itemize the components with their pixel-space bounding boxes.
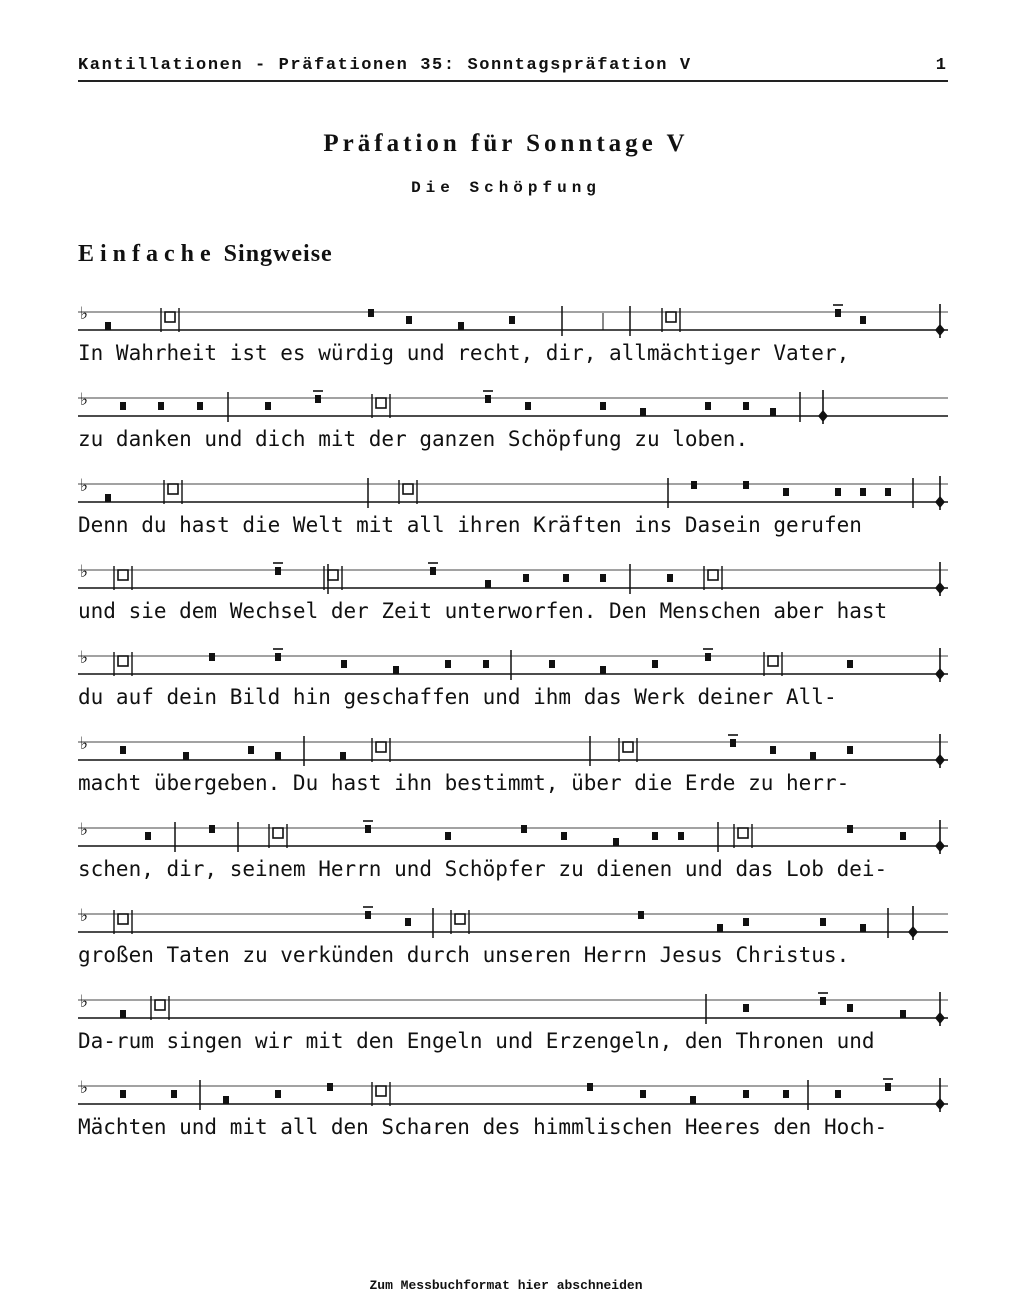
chant-staff: [78, 1078, 948, 1139]
chant-note: [652, 832, 658, 840]
chant-note: [365, 825, 371, 833]
chant-note: [406, 316, 412, 324]
chant-note: [275, 567, 281, 575]
lyric-line: In Wahrheit ist es würdig und recht, dir, allmächtiger Vater,: [78, 341, 850, 365]
chant-note: [835, 309, 841, 317]
page-title: Präfation für Sonntage V: [323, 130, 689, 157]
chant-note: [265, 402, 271, 410]
chant-note: [521, 825, 527, 833]
chant-note: [145, 832, 151, 840]
chant-note: [691, 481, 697, 489]
chant-note: [171, 1090, 177, 1098]
reciting-tone-box: [738, 828, 748, 838]
chant-note: [275, 1090, 281, 1098]
chant-note: [652, 660, 658, 668]
lyric-line: du auf dein Bild hin geschaffen und ihm das Werk deiner All-: [78, 685, 837, 709]
reciting-tone-box: [118, 656, 128, 666]
chant-note: [690, 1096, 696, 1104]
chant-staff: [78, 304, 948, 365]
staff-notation: [78, 1078, 948, 1114]
reciting-tone-box: [455, 914, 465, 924]
chant-note: [209, 825, 215, 833]
chant-staff: [78, 476, 948, 537]
chant-note: [405, 918, 411, 926]
chant-note: [743, 1004, 749, 1012]
flat-clef-icon: ♭: [80, 734, 89, 754]
reciting-tone-box: [403, 484, 413, 494]
chant-staff: [78, 820, 948, 881]
chant-note: [561, 832, 567, 840]
reciting-tone-box: [155, 1000, 165, 1010]
chant-note: [640, 1090, 646, 1098]
chant-note: [847, 1004, 853, 1012]
flat-clef-icon: ♭: [80, 992, 89, 1012]
chant-note: [900, 832, 906, 840]
staff-notation: [78, 820, 948, 856]
chant-note: [587, 1083, 593, 1091]
chant-note: [368, 309, 374, 317]
staff-notation: [78, 476, 948, 512]
lyric-line: großen Taten zu verkünden durch unseren Herrn Jesus Christus.: [78, 943, 850, 967]
page-number: 1: [935, 56, 946, 75]
chant-note: [120, 746, 126, 754]
section-heading-spaced: Einfache: [78, 241, 217, 267]
chant-note: [820, 997, 826, 1005]
section-heading: [78, 241, 333, 268]
reciting-tone-box: [168, 484, 178, 494]
staff-notation: [78, 906, 948, 942]
lyric-line: Mächten und mit all den Scharen des himmlischen Heeres den Hoch-: [78, 1115, 888, 1139]
chant-note: [223, 1096, 229, 1104]
final-note-icon: [935, 754, 945, 766]
flat-clef-icon: ♭: [80, 1078, 89, 1098]
chant-note: [341, 660, 347, 668]
flat-clef-icon: ♭: [80, 562, 89, 582]
final-note-icon: [935, 496, 945, 508]
chant-note: [717, 924, 723, 932]
reciting-tone-box: [273, 828, 283, 838]
final-note-icon: [935, 582, 945, 594]
running-header: [78, 54, 948, 82]
final-note-icon: [818, 410, 828, 422]
staff-notation: [78, 304, 948, 340]
chant-note: [485, 395, 491, 403]
chant-staff: [78, 562, 948, 623]
chant-note: [835, 488, 841, 496]
chant-note: [638, 911, 644, 919]
chant-note: [445, 832, 451, 840]
reciting-tone-box: [118, 570, 128, 580]
chant-note: [770, 408, 776, 416]
chant-note: [327, 1083, 333, 1091]
chant-note: [365, 911, 371, 919]
reciting-tone-box: [623, 742, 633, 752]
chant-note: [847, 746, 853, 754]
chant-staff: [78, 734, 948, 795]
chant-note: [158, 402, 164, 410]
chant-note: [743, 402, 749, 410]
chant-note: [743, 1090, 749, 1098]
chant-note: [860, 316, 866, 324]
chant-note: [458, 322, 464, 330]
chant-note: [705, 653, 711, 661]
final-note-icon: [935, 1012, 945, 1024]
flat-clef-icon: ♭: [80, 304, 89, 324]
chant-note: [847, 825, 853, 833]
flat-clef-icon: ♭: [80, 648, 89, 668]
reciting-tone-box: [768, 656, 778, 666]
staff-notation: [78, 390, 948, 426]
chant-note: [667, 574, 673, 582]
chant-note: [705, 402, 711, 410]
chant-note: [860, 924, 866, 932]
chant-staff: [78, 906, 948, 967]
chant-staff: [78, 992, 948, 1053]
chant-note: [885, 1083, 891, 1091]
running-title: Kantillationen - Präfationen 35: Sonntagspräfation V: [78, 56, 692, 75]
chant-note: [770, 746, 776, 754]
flat-clef-icon: ♭: [80, 906, 89, 926]
chant-note: [860, 488, 866, 496]
reciting-tone-box: [118, 914, 128, 924]
chant-note: [549, 660, 555, 668]
chant-note: [340, 752, 346, 760]
flat-clef-icon: ♭: [80, 390, 89, 410]
chant-note: [120, 1010, 126, 1018]
lyric-line: zu danken und dich mit der ganzen Schöpfung zu loben.: [78, 427, 749, 451]
section-heading-rest: Singweise: [223, 241, 333, 267]
chant-note: [485, 580, 491, 588]
chant-note: [600, 574, 606, 582]
chant-note: [275, 653, 281, 661]
reciting-tone-box: [376, 398, 386, 408]
chant-note: [105, 494, 111, 502]
chant-note: [678, 832, 684, 840]
chant-note: [783, 1090, 789, 1098]
chant-note: [743, 481, 749, 489]
chant-note: [640, 408, 646, 416]
lyric-line: Denn du hast die Welt mit all ihren Kräften ins Dasein gerufen: [78, 513, 862, 537]
page-subtitle: Die Schöpfung: [411, 179, 601, 197]
final-note-icon: [935, 1098, 945, 1110]
cut-guide-note: Zum Messbuchformat hier abschneiden: [369, 1278, 643, 1293]
chant-note: [900, 1010, 906, 1018]
flat-clef-icon: ♭: [80, 476, 89, 496]
chant-note: [613, 838, 619, 846]
flat-clef-icon: ♭: [80, 820, 89, 840]
staff-notation: [78, 992, 948, 1028]
chant-note: [209, 653, 215, 661]
chant-note: [197, 402, 203, 410]
staff-notation: [78, 648, 948, 684]
chant-note: [820, 918, 826, 926]
chant-note: [563, 574, 569, 582]
final-note-icon: [935, 840, 945, 852]
chant-note: [600, 402, 606, 410]
staff-notation: [78, 562, 948, 598]
chant-note: [275, 752, 281, 760]
final-note-icon: [908, 926, 918, 938]
chant-note: [120, 1090, 126, 1098]
chant-note: [483, 660, 489, 668]
chant-note: [393, 666, 399, 674]
reciting-tone-box: [165, 312, 175, 322]
chant-note: [120, 402, 126, 410]
chant-note: [783, 488, 789, 496]
chant-note: [509, 316, 515, 324]
lyric-line: und sie dem Wechsel der Zeit unterworfen. Den Menschen aber hast: [78, 599, 888, 623]
reciting-tone-box: [376, 742, 386, 752]
chant-note: [105, 322, 111, 330]
staff-notation: [78, 734, 948, 770]
chant-note: [430, 567, 436, 575]
chant-note: [600, 666, 606, 674]
chant-note: [743, 918, 749, 926]
chant-note: [445, 660, 451, 668]
chant-staff: [78, 390, 948, 451]
chant-note: [315, 395, 321, 403]
reciting-tone-box: [708, 570, 718, 580]
lyric-line: Da-rum singen wir mit den Engeln und Erzengeln, den Thronen und: [78, 1029, 875, 1053]
chant-note: [810, 752, 816, 760]
reciting-tone-box: [376, 1086, 386, 1096]
chant-note: [183, 752, 189, 760]
chant-note: [885, 488, 891, 496]
chant-note: [730, 739, 736, 747]
lyric-line: macht übergeben. Du hast ihn bestimmt, über die Erde zu herr-: [78, 771, 850, 795]
chant-note: [525, 402, 531, 410]
chant-note: [523, 574, 529, 582]
reciting-tone-box: [328, 570, 338, 580]
final-note-icon: [935, 668, 945, 680]
reciting-tone-box: [666, 312, 676, 322]
final-note-icon: [935, 324, 945, 336]
chant-note: [835, 1090, 841, 1098]
chant-note: [248, 746, 254, 754]
chant-staff: [78, 648, 948, 709]
chant-note: [847, 660, 853, 668]
lyric-line: schen, dir, seinem Herrn und Schöpfer zu dienen und das Lob dei-: [78, 857, 888, 881]
